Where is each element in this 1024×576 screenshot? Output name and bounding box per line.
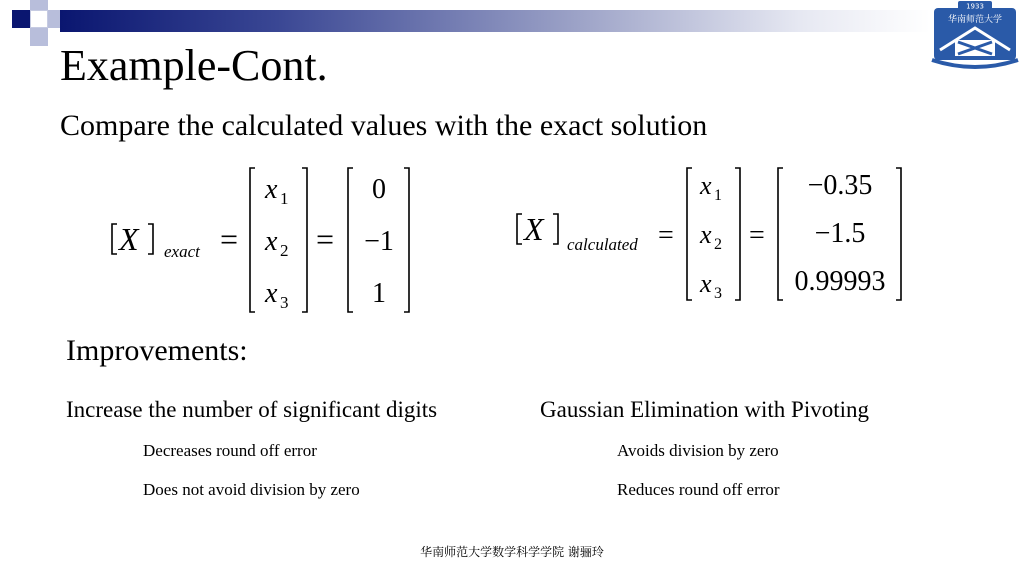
list-item: Avoids division by zero [617, 441, 779, 460]
lhs-subscript: exact [164, 242, 200, 261]
column-heading-significant-digits: Increase the number of significant digits [66, 397, 438, 422]
var-matrix-left-bracket [687, 168, 692, 300]
calculated-value: −0.35 [807, 170, 873, 201]
value-matrix-right-bracket [896, 168, 901, 300]
lhs-variable: X [119, 221, 139, 257]
value-matrix-right-bracket [404, 168, 409, 312]
var-x3-index: 3 [714, 285, 722, 302]
lhs-subscript: calculated [567, 235, 638, 254]
deco-square [30, 0, 48, 10]
header-gradient-bar [60, 10, 930, 32]
deco-square [12, 10, 30, 28]
var-x1: x [265, 174, 278, 205]
page-title: Example-Cont. [60, 41, 328, 90]
exact-value: 0 [372, 174, 386, 205]
deco-square [48, 10, 60, 28]
var-x2: x [700, 220, 712, 249]
university-logo [930, 0, 1020, 76]
calculated-value: 0.99993 [794, 266, 886, 297]
exact-value: 1 [372, 278, 386, 309]
value-matrix-left-bracket [778, 168, 783, 300]
calculated-equation [505, 160, 915, 310]
column-heading-pivoting: Gaussian Elimination with Pivoting [540, 397, 870, 422]
var-x2: x [265, 226, 278, 257]
logo-ribbon [932, 60, 1018, 67]
page-subtitle: Compare the calculated values with the exact solution [60, 109, 708, 142]
deco-square [30, 28, 48, 46]
deco-square [30, 10, 48, 28]
logo-year: 1933 [966, 2, 984, 11]
lhs-left-bracket [112, 224, 117, 254]
improvements-heading: Improvements: [66, 334, 248, 367]
lhs-right-bracket [148, 224, 153, 254]
lhs-left-bracket [517, 214, 522, 244]
exact-value: −1 [364, 226, 394, 257]
equals-sign: = [749, 220, 765, 251]
var-x3: x [265, 278, 278, 309]
calculated-value: −1.5 [814, 218, 866, 249]
equals-sign: = [316, 221, 335, 257]
footer-credit: 华南师范大学数学科学学院 谢骊玲 [420, 545, 604, 559]
calculated-lhs [517, 211, 638, 254]
var-x3-index: 3 [280, 293, 289, 312]
var-matrix-right-bracket [302, 168, 307, 312]
exact-equation [100, 160, 430, 320]
list-item: Does not avoid division by zero [143, 480, 360, 499]
var-x2-index: 2 [714, 236, 722, 253]
var-matrix-left-bracket [250, 168, 255, 312]
lhs-right-bracket [553, 214, 558, 244]
lhs-variable: X [524, 211, 544, 247]
var-x1-index: 1 [714, 187, 722, 204]
logo-name: 华南师范大学 [947, 15, 1003, 25]
var-x3: x [700, 269, 712, 298]
equals-sign: = [220, 221, 239, 257]
list-item: Reduces round off error [617, 480, 780, 499]
var-x1: x [700, 171, 712, 200]
var-x1-index: 1 [280, 189, 289, 208]
var-matrix-right-bracket [735, 168, 740, 300]
exact-lhs [112, 221, 201, 261]
value-matrix-left-bracket [348, 168, 353, 312]
equals-sign: = [658, 220, 674, 251]
list-item: Decreases round off error [143, 441, 317, 460]
var-x2-index: 2 [280, 241, 289, 260]
